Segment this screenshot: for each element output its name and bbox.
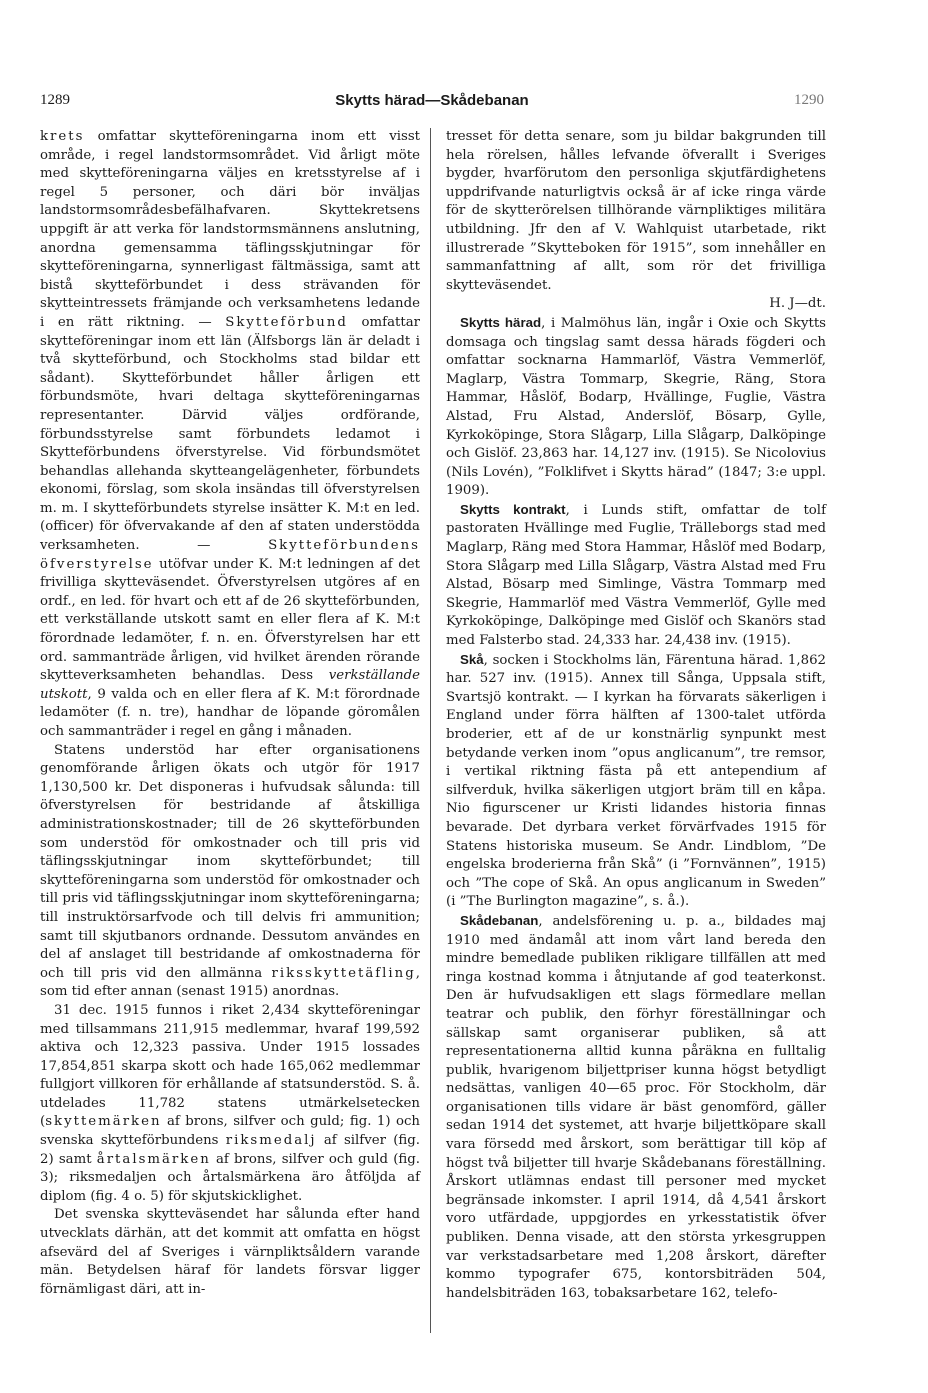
text-span: , andelsförening u. p. a., bildades maj 1910 med ändamål att inom vårt land bereda den mindre bemedlade publiken rikligare tillfällen att med ringa kostnad komma i åtnjutande af god teaterkonst. Den är hufvudsakligen ett slags förmedlare mellan teatrar och publik, den förhyr föreställningar och sällskap samt organiserar publiken, så att representationerna alltid kunna påräkna en fulltalig publik, hvarigenom biljettpriser kunna högst betydligt nedsättas, vanligen 40—65 proc. För Stockholm, där organisationen tills vidare är bäst genomförd, gäller sedan 1914 det systemet, att hvarje biljettköpare skall vara försedd med årskort, som berättigar till köp af högst två biljetter till hvarje Skådebanans föreställning. Årskort utlämnas endast till personer med mycket begränsade inkomster. I april 1914, då 4,541 årskort voro utfärdade, uppgjordes en yrkesstatistik öfver publiken. Denna visade, att den största yrkesgruppen var verkstadsarbetare med 1,208 årskort, därefter kommo typografer 675, kontorsbiträden 504, handelsbiträden 163, tobaksarbetare 162, telefo- xyxy=(446,913,826,1301)
running-title: Skytts härad—Skådebanan xyxy=(335,92,529,109)
paragraph-skyttekrets xyxy=(40,128,420,742)
right-page-number: 1290 xyxy=(794,92,824,108)
author-signature: H. J—dt. xyxy=(769,296,826,312)
left-page-number: 1289 xyxy=(40,92,70,108)
text-span: af brons, silfver och guld; fig. 1) och svenska skytteförbundens xyxy=(40,1114,420,1149)
text-span: 31 dec. 1915 funnos i riket 2,434 skytteföreningar med tillsammans 211,915 medlemmar, hvaraf 199,592 aktiva och 12,323 passiva. Under 1915 lossades 17,854,851 skarpa skott och hade 165,062 medlemmar fullgjort villkoren för erhållande af statsunderstöd. S. å. utdelades 11,782 statens utmärkelsetecken ( xyxy=(40,1002,420,1130)
paragraph-statistics-1915 xyxy=(40,1002,420,1207)
text-span: af brons, silfver och guld (fig. 3); riksmedaljen och årtalsmärkena äro åtföljda af diplom (fig. 4 o. 5) för skjutskicklighet. xyxy=(40,1151,420,1204)
term-krets: krets xyxy=(40,129,85,144)
term-riksskyttetafling: riksskyttetäfling xyxy=(271,965,416,981)
term-skyttemarken: skyttemärken xyxy=(45,1114,162,1130)
text-span: Statens understöd har efter organisationens genomförande årligen ökats och utgör för 1917 1,130,500 kr. Det disponeras i hufvudsak sålunda: till öfverstyrelsen för bestridande af åtskilliga administrationskostnader; till de 26 skytteförbunden som understöd för omkostnader och till pris vid täflingsskjutningar inom skytteförbundet; till skytteföreningarna som understöd för omkostnader och till pris vid täflingsskjutningar inom skytteföreningarna; till instruktörsarfvode och till delvis fri ammunition; samt till skjutbanors ordnande. Dessutom användes en del af anslaget till bestridande af omkostnaderna för och till pris vid den allmänna xyxy=(40,742,420,981)
headword-skytts-kontrakt: Skytts kontrakt xyxy=(460,501,566,517)
text-span: , 9 valda och en eller flera af K. M:t förordnade ledamöter (f. n. tre), handhar de löpande göromålen och sammanträder i regel en gång i månaden. xyxy=(40,686,420,739)
term-artalsmarken: årtalsmärken xyxy=(96,1151,211,1167)
text-span: tresset för detta senare, som ju bildar bakgrunden till hela rörelsen, hålles lefvande öfverallt i Sveriges bygder, hvarförutom den personliga skjutfärdighetens uppdrifvande naturligtvis också är af icke ringa värde för de skytterörelsen tillhörande värnpliktiges militära utbildning. Jfr den af V. Wahlquist utarbetade, rikt illustrerade ”Skytteboken för 1915”, som innehåller en sammanfattning af allt, som rör det frivilliga skytteväsendet. xyxy=(446,129,826,293)
term-verkstallande-utskott: verkställande utskott xyxy=(40,668,420,702)
left-column xyxy=(40,128,420,1299)
entry-skytts-kontrakt xyxy=(446,501,826,651)
text-span: , i Malmöhus län, ingår i Oxie och Skytts domsaga och tingslag samt dessa härads fögderi och omfattar socknarna Hammarlöf, Västra Vemmerlöf, Maglarp, Västra Tommarp, Skegrie, Räng, Stora Hammar, Håslöf, Bodarp, Hvällinge, Fuglie, Västra Alstad, Fru Alstad, Anderslöf, Bösarp, Gylle, Kyrkoköpinge, Stora Slågarp, Lilla Slågarp, Dalköpinge och Gislöf. 23,863 har. 14,127 inv. (1915). Se Nicolovius (Nils Lovén), ”Folklifvet i Skytts härad” (1847; 3:e uppl. 1909). xyxy=(446,315,826,499)
text-span: utöfvar under K. M:t ledningen af det frivilliga skytteväsendet. Öfverstyrelsen utgöres af en ordf., en led. för hvart och ett af de 26 skytteförbunden, ett verkställande utskott samt en eller flera af K. M:t förordnade ledamöter, f. n. en. Öfverstyrelsen har ett ord. sammanträde årligen, vid hvilket ärenden rörande skytteverksamheten behandlas. Dess xyxy=(40,556,420,684)
paragraph-skyttevasendet: Det svenska skytteväsendet har sålunda efter hand utvecklats därhän, att det kommit att omfatta en högst afsevärd del af Sveriges i värnpliktsåldern varande män. Betydelsen häraf för landets försvar ligger förnämligast däri, att in- xyxy=(40,1207,420,1297)
term-riksmedalj: riksmedalj xyxy=(225,1133,317,1149)
text-span: , i Lunds stift, omfattar de tolf pastoraten Hvällinge med Fuglie, Trälleborgs stad med Maglarp, Räng med Stora Hammar, Håslöf med Bodarp, Stora Slågarp med Lilla Slågarp, Västra Alstad med Fru Alstad, Bösarp med Simlinge, Västra Tommarp med Skegrie, Hammarlöf med Västra Vemmerlöf, Gylle med Kyrkoköpinge, Dalköpinge med Gislöf och Skanörs stad med Falsterbo stad. 24,333 har. 24,438 inv. (1915). xyxy=(446,502,826,649)
right-column xyxy=(446,128,826,1303)
headword-ska: Skå xyxy=(460,651,484,667)
text-span: af silfver (fig. 2) samt xyxy=(40,1133,421,1167)
headword-skadebanan: Skådebanan xyxy=(460,912,539,928)
text-span: omfattar skytteföreningar inom ett län (Älfsborgs län är deladt i två skytteförbund, och Stockholms stad bildar ett sådant). Skytteförbundet håller årligen ett förbundsmöte, hvari deltaga skytteföreningarnas representanter. Därvid väljes ordförande, förbundsstyrelse samt förbundets ledamot i Skytteförbundens öfverstyrelse. Vid förbundsmötet behandlas allehanda skytteangelägenheter, förbundets ekonomi, förslag, som skola insändas till öfverstyrelsen m. m. I skytteförbundets styrelse insätter K. M:t en led. (officer) för öfvervakande af den af staten understödda verksamheten. — xyxy=(40,314,420,554)
term-skytteforbund: Skytteförbund xyxy=(225,314,348,330)
column-divider xyxy=(430,128,431,1333)
paragraph-skyttevasendet-cont xyxy=(446,128,826,314)
page-header xyxy=(40,92,824,114)
paragraph-statens-understod xyxy=(40,742,420,1002)
term-overstyrelse: Skytteförbundens öfverstyrelse xyxy=(40,538,420,572)
entry-skytts-harad xyxy=(446,314,826,501)
entry-skadebanan xyxy=(446,912,826,1303)
text-span: , som tid efter annan (senast 1915) anordnas. xyxy=(40,965,420,1000)
text-span: , socken i Stockholms län, Färentuna härad. 1,862 har. 527 inv. (1915). Annex till Sånga, Uppsala stift, Svartsjö kontrakt. — I kyrkan ha förvarats säkerligen i England under förra hälften af 1300-talet utförda broderier, ett af de ur konstnärlig synpunkt mest betydande verken inom ”opus anglicanum”, tre remsor, i vertikal riktning fästa på ett antependium af silfverduk, hvilka säkerligen utgjort bräm till en kåpa. Nio figurscener ur Kristi lidandes historia finnas bevarade. Det dyrbara verket förvärfvades 1915 för Statens historiska museum. Se Andr. Lindblom, ”De engelska broderierna från Skå” (i ”Fornvännen”, 1915) och ”The cope of Skå. An opus anglicanum in Sweden” (i ”The Burlington magazine”, s. å.). xyxy=(446,652,826,910)
headword-skytts-harad: Skytts härad xyxy=(460,314,542,330)
text-span: omfattar skytteföreningarna inom ett visst område, i regel landstormsområdet. Vid årligt möte med skytteföreningarna väljes en kretsstyrelse af i regel 5 personer, och däri bör inväljas landstormsområdesbefälhafvaren. Skyttekretsens uppgift är att verka för landstormsmännens anslutning, anordna gemensamma täflingsskjutningar för skytteföreningarna, synnerligast fältmässiga, samt att bistå skytteförbundet i dess strävanden för skytteintressets främjande och verksamhetens ledande i en rätt riktning. — xyxy=(40,129,420,330)
entry-ska xyxy=(446,651,826,912)
